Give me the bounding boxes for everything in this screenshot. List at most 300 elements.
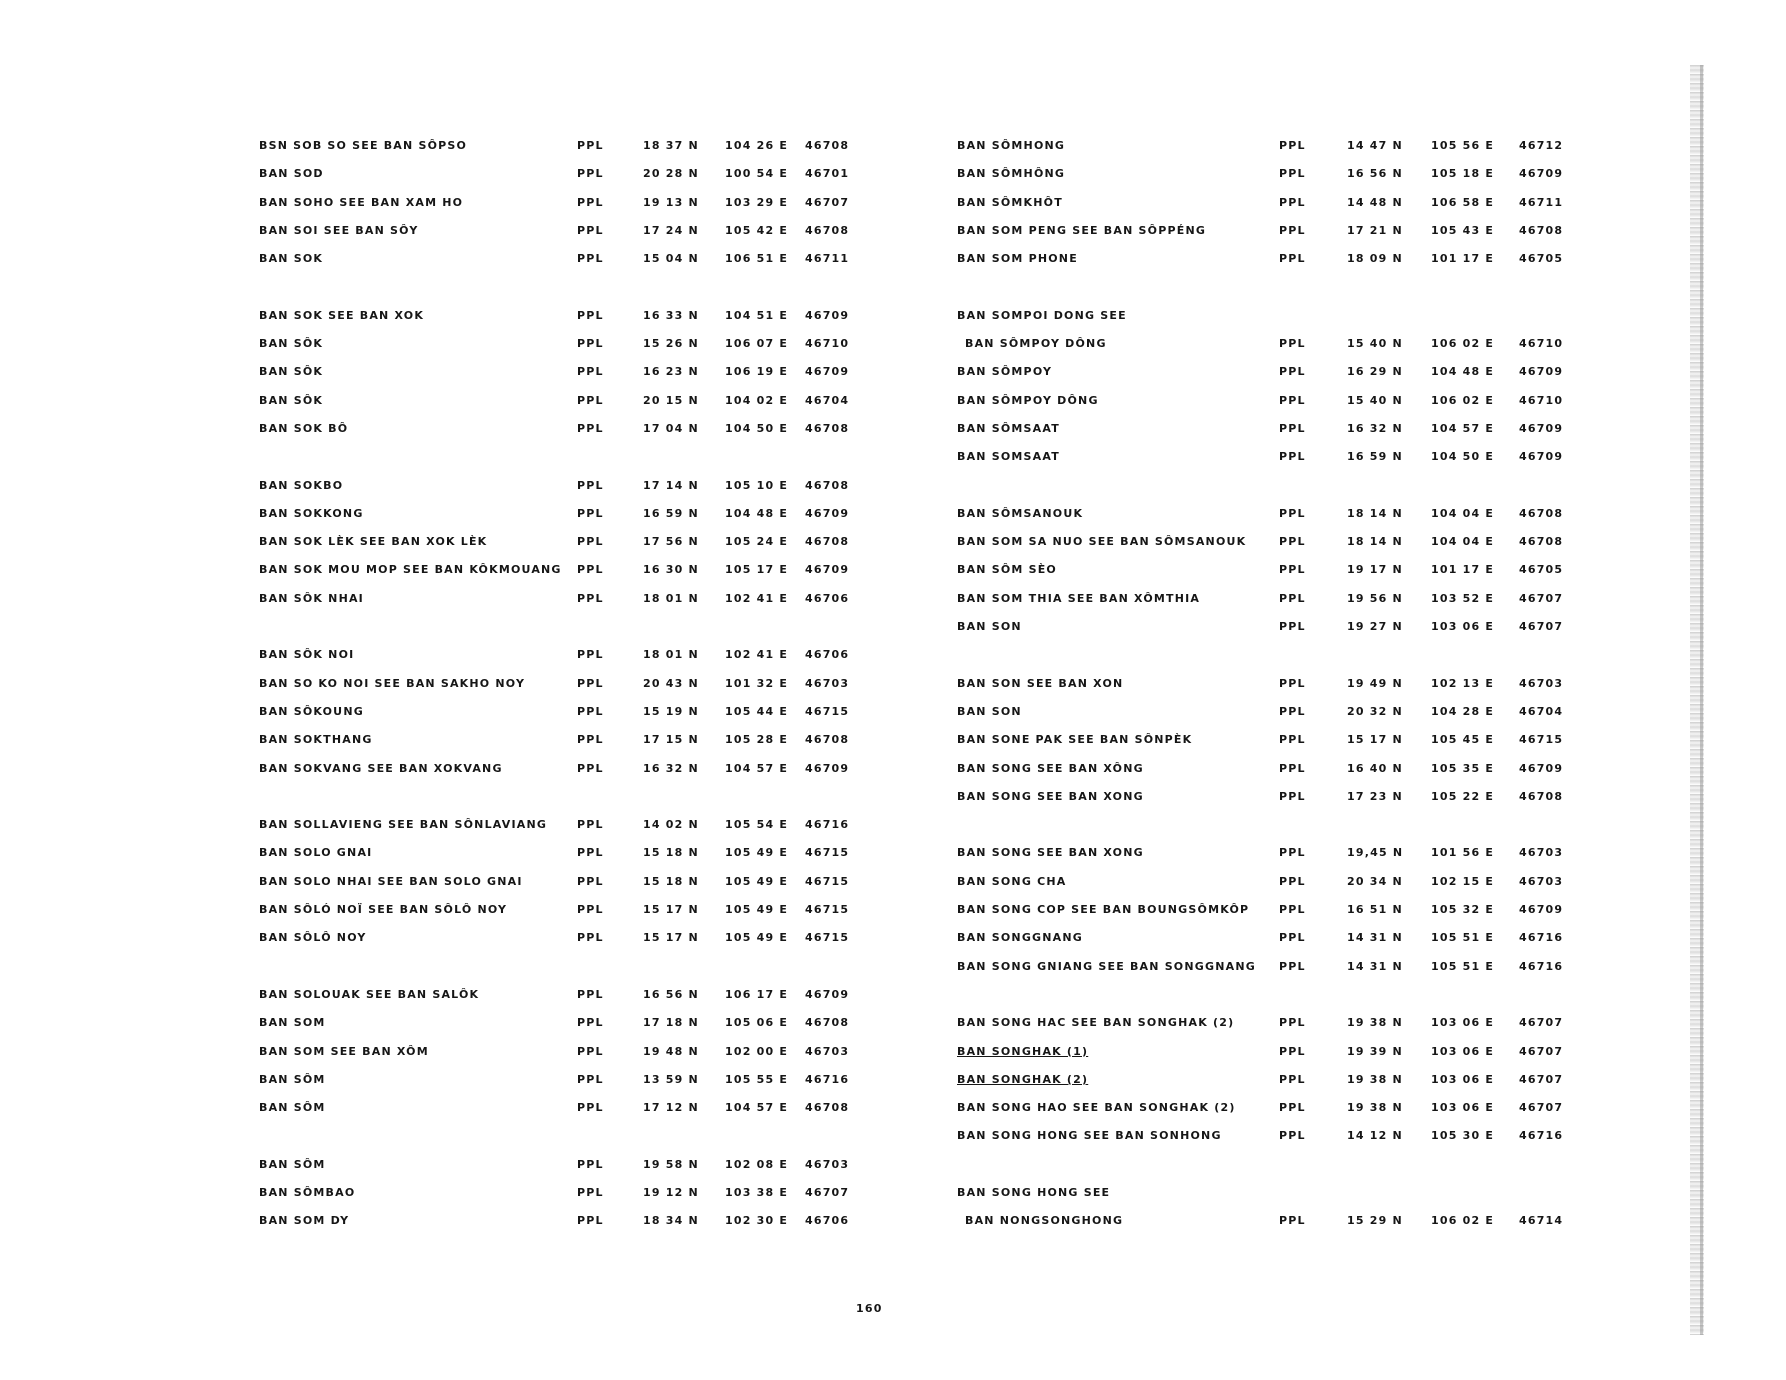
feature-type: PPL	[1279, 195, 1306, 209]
sheet-number: 46714	[1519, 1214, 1564, 1228]
longitude: 103 06 E	[1431, 1044, 1495, 1058]
latitude: 15 18 N	[643, 846, 699, 860]
latitude: 19 13 N	[643, 195, 699, 209]
latitude: 18 09 N	[1347, 252, 1403, 266]
sheet-number: 46708	[1519, 789, 1564, 803]
feature-type: PPL	[577, 761, 604, 775]
feature-type: PPL	[1279, 393, 1306, 407]
place-name: BAN SÔLÔ NOY	[259, 931, 367, 945]
longitude: 103 52 E	[1431, 591, 1495, 605]
longitude: 104 51 E	[725, 308, 789, 322]
place-name: BAN SOM PHONE	[957, 252, 1078, 266]
longitude: 106 58 E	[1431, 195, 1495, 209]
feature-type: PPL	[1279, 874, 1306, 888]
latitude: 16 29 N	[1347, 365, 1403, 379]
latitude: 14 48 N	[1347, 195, 1403, 209]
place-name: BAN NONGSONGHONG	[965, 1214, 1124, 1228]
longitude: 105 54 E	[725, 818, 789, 832]
place-name: BAN SÔK	[259, 365, 324, 379]
feature-type: PPL	[1279, 252, 1306, 266]
latitude: 15 19 N	[643, 704, 699, 718]
longitude: 104 50 E	[725, 421, 789, 435]
latitude: 14 31 N	[1347, 931, 1403, 945]
longitude: 105 18 E	[1431, 167, 1495, 181]
place-name: BAN SÔK	[259, 337, 324, 351]
feature-type: PPL	[1279, 506, 1306, 520]
feature-type: PPL	[577, 704, 604, 718]
feature-type: PPL	[1279, 223, 1306, 237]
feature-type: PPL	[1279, 1016, 1306, 1030]
sheet-number: 46708	[805, 139, 850, 152]
sheet-number: 46707	[1519, 1072, 1564, 1086]
place-name: BAN SONG SEE BAN XONG	[957, 789, 1144, 803]
longitude: 101 56 E	[1431, 846, 1495, 860]
feature-type: PPL	[577, 1016, 604, 1030]
sheet-number: 46715	[805, 931, 850, 945]
sheet-number: 46703	[1519, 676, 1564, 690]
sheet-number: 46703	[805, 1044, 850, 1058]
feature-type: PPL	[577, 846, 604, 860]
longitude: 105 10 E	[725, 478, 789, 492]
place-name: BAN SÔK NOI	[259, 648, 355, 662]
latitude: 14 02 N	[643, 818, 699, 832]
sheet-number: 46716	[805, 1072, 850, 1086]
place-name: BAN SÔM	[259, 1101, 326, 1115]
place-name: BAN SOD	[259, 167, 324, 181]
feature-type: PPL	[1279, 733, 1306, 747]
longitude: 105 51 E	[1431, 931, 1495, 945]
sheet-number: 46707	[805, 1185, 850, 1199]
place-name: BAN SONG SEE BAN XÔNG	[957, 761, 1144, 775]
sheet-number: 46715	[1519, 733, 1564, 747]
latitude: 14 12 N	[1347, 1129, 1403, 1143]
sheet-number: 46707	[1519, 620, 1564, 634]
longitude: 105 30 E	[1431, 1129, 1495, 1143]
feature-type: PPL	[577, 139, 604, 152]
sheet-number: 46716	[1519, 931, 1564, 945]
sheet-number: 46706	[805, 648, 850, 662]
latitude: 15 17 N	[643, 931, 699, 945]
latitude: 17 56 N	[643, 535, 699, 549]
feature-type: PPL	[577, 1101, 604, 1115]
feature-type: PPL	[1279, 959, 1306, 973]
longitude: 106 19 E	[725, 365, 789, 379]
longitude: 105 49 E	[725, 846, 789, 860]
place-name: BAN SOM DY	[259, 1214, 350, 1228]
feature-type: PPL	[577, 676, 604, 690]
feature-type: PPL	[577, 818, 604, 832]
longitude: 104 48 E	[725, 506, 789, 520]
sheet-number: 46711	[1519, 195, 1564, 209]
sheet-number: 46715	[805, 846, 850, 860]
sheet-number: 46708	[1519, 535, 1564, 549]
latitude: 17 04 N	[643, 421, 699, 435]
latitude: 15 04 N	[643, 252, 699, 266]
place-name: BAN SONG HAO SEE BAN SONGHAK (2)	[957, 1101, 1236, 1115]
longitude: 105 35 E	[1431, 761, 1495, 775]
longitude: 105 49 E	[725, 931, 789, 945]
sheet-number: 46708	[1519, 223, 1564, 237]
sheet-number: 46708	[805, 223, 850, 237]
sheet-number: 46709	[805, 308, 850, 322]
sheet-number: 46703	[1519, 846, 1564, 860]
place-name: BAN SONG HAC SEE BAN SONGHAK (2)	[957, 1016, 1235, 1030]
sheet-number: 46701	[805, 167, 850, 181]
latitude: 17 12 N	[643, 1101, 699, 1115]
sheet-number: 46715	[805, 903, 850, 917]
place-name: BAN SOKTHANG	[259, 733, 373, 747]
sheet-number: 46716	[805, 818, 850, 832]
sheet-number: 46712	[1519, 139, 1564, 152]
longitude: 102 30 E	[725, 1214, 789, 1228]
sheet-number: 46709	[805, 506, 850, 520]
sheet-number: 46716	[1519, 1129, 1564, 1143]
sheet-number: 46709	[805, 365, 850, 379]
latitude: 16 23 N	[643, 365, 699, 379]
latitude: 17 18 N	[643, 1016, 699, 1030]
feature-type: PPL	[577, 903, 604, 917]
latitude: 17 24 N	[643, 223, 699, 237]
place-name: BAN SONG COP SEE BAN BOUNGSÔMKÔP	[957, 903, 1250, 917]
place-name: BAN SONE PAK SEE BAN SÔNPÈK	[957, 733, 1193, 747]
latitude: 18 14 N	[1347, 506, 1403, 520]
sheet-number: 46709	[1519, 761, 1564, 775]
place-name: BAN SONGHAK (1)	[957, 1044, 1089, 1058]
place-name: BAN SOK	[259, 252, 324, 266]
sheet-number: 46708	[805, 1016, 850, 1030]
place-name: BAN SÔMBAO	[259, 1185, 356, 1199]
place-name: BAN SONG HONG SEE	[957, 1185, 1111, 1199]
feature-type: PPL	[577, 252, 604, 266]
place-name: BAN SONG HONG SEE BAN SONHONG	[957, 1129, 1222, 1143]
latitude: 15 40 N	[1347, 393, 1403, 407]
sheet-number: 46707	[1519, 1044, 1564, 1058]
place-name: BAN SO KO NOI SEE BAN SAKHO NOY	[259, 676, 526, 690]
feature-type: PPL	[577, 1185, 604, 1199]
latitude: 19 27 N	[1347, 620, 1403, 634]
place-name: BAN SOK LÈK SEE BAN XOK LÈK	[259, 535, 488, 549]
sheet-number: 46706	[805, 1214, 850, 1228]
feature-type: PPL	[1279, 931, 1306, 945]
sheet-number: 46708	[805, 1101, 850, 1115]
place-name: BAN SÔKOUNG	[259, 704, 364, 718]
latitude: 18 01 N	[643, 591, 699, 605]
longitude: 105 06 E	[725, 1016, 789, 1030]
place-name: BAN SON SEE BAN XON	[957, 676, 1124, 690]
longitude: 106 07 E	[725, 337, 789, 351]
feature-type: PPL	[577, 1157, 604, 1171]
place-name: BAN SONG GNIANG SEE BAN SONGGNANG	[957, 959, 1256, 973]
place-name: BAN SÔMPOY DÔNG	[965, 337, 1107, 351]
longitude: 102 08 E	[725, 1157, 789, 1171]
feature-type: PPL	[1279, 1044, 1306, 1058]
place-name: BAN SÔMSAAT	[957, 421, 1060, 435]
feature-type: PPL	[577, 478, 604, 492]
feature-type: PPL	[577, 337, 604, 351]
latitude: 15 18 N	[643, 874, 699, 888]
longitude: 104 02 E	[725, 393, 789, 407]
place-name: BAN SOK SEE BAN XOK	[259, 308, 425, 322]
place-name: BSN SOB SO SEE BAN SÔPSO	[259, 139, 468, 152]
sheet-number: 46708	[805, 733, 850, 747]
longitude: 104 48 E	[1431, 365, 1495, 379]
feature-type: PPL	[577, 535, 604, 549]
place-name: BAN SOM PENG SEE BAN SÔPPÉNG	[957, 223, 1207, 237]
feature-type: PPL	[1279, 761, 1306, 775]
longitude: 102 41 E	[725, 591, 789, 605]
place-name: BAN SOKBO	[259, 478, 344, 492]
sheet-number: 46703	[1519, 874, 1564, 888]
latitude: 20 32 N	[1347, 704, 1403, 718]
longitude: 102 13 E	[1431, 676, 1495, 690]
feature-type: PPL	[1279, 903, 1306, 917]
sheet-number: 46707	[1519, 1016, 1564, 1030]
latitude: 17 15 N	[643, 733, 699, 747]
feature-type: PPL	[1279, 450, 1306, 464]
sheet-number: 46709	[805, 987, 850, 1001]
latitude: 13 59 N	[643, 1072, 699, 1086]
place-name: BAN SONG CHA	[957, 874, 1067, 888]
latitude: 16 59 N	[643, 506, 699, 520]
place-name: BAN SÔMPOY DÔNG	[957, 393, 1099, 407]
longitude: 103 06 E	[1431, 1072, 1495, 1086]
latitude: 19 48 N	[643, 1044, 699, 1058]
longitude: 104 57 E	[725, 761, 789, 775]
sheet-number: 46710	[1519, 393, 1564, 407]
feature-type: PPL	[577, 1214, 604, 1228]
place-name: BAN SONG SEE BAN XONG	[957, 846, 1144, 860]
place-name: BAN SOMPOI DONG SEE	[957, 308, 1127, 322]
place-name: BAN SÔMPOY	[957, 365, 1053, 379]
sheet-number: 46707	[1519, 1101, 1564, 1115]
sheet-number: 46709	[805, 761, 850, 775]
place-name: BAN SOK BÔ	[259, 421, 349, 435]
feature-type: PPL	[1279, 337, 1306, 351]
latitude: 19 49 N	[1347, 676, 1403, 690]
feature-type: PPL	[1279, 167, 1306, 181]
place-name: BAN SOM SA NUO SEE BAN SÔMSANOUK	[957, 535, 1247, 549]
feature-type: PPL	[1279, 704, 1306, 718]
sheet-number: 46706	[805, 591, 850, 605]
latitude: 20 28 N	[643, 167, 699, 181]
longitude: 101 32 E	[725, 676, 789, 690]
latitude: 16 32 N	[643, 761, 699, 775]
place-name: BAN SOMSAAT	[957, 450, 1060, 464]
feature-type: PPL	[577, 421, 604, 435]
feature-type: PPL	[1279, 139, 1306, 152]
latitude: 15 29 N	[1347, 1214, 1403, 1228]
latitude: 18 01 N	[643, 648, 699, 662]
latitude: 16 59 N	[1347, 450, 1403, 464]
latitude: 18 37 N	[643, 139, 699, 152]
feature-type: PPL	[577, 648, 604, 662]
sheet-number: 46707	[805, 195, 850, 209]
feature-type: PPL	[1279, 1129, 1306, 1143]
place-name: BAN SOLO NHAI SEE BAN SOLO GNAI	[259, 874, 523, 888]
place-name: BAN SOLO GNAI	[259, 846, 373, 860]
latitude: 15 17 N	[643, 903, 699, 917]
feature-type: PPL	[577, 874, 604, 888]
place-name: BAN SONGGNANG	[957, 931, 1084, 945]
place-name: BAN SOM	[259, 1016, 326, 1030]
longitude: 106 02 E	[1431, 337, 1495, 351]
scan-edge-line	[1700, 65, 1703, 1335]
latitude: 16 33 N	[643, 308, 699, 322]
longitude: 104 04 E	[1431, 506, 1495, 520]
place-name: BAN SÔM SÈO	[957, 563, 1057, 577]
longitude: 106 02 E	[1431, 1214, 1495, 1228]
longitude: 103 38 E	[725, 1185, 789, 1199]
longitude: 104 28 E	[1431, 704, 1495, 718]
feature-type: PPL	[1279, 591, 1306, 605]
longitude: 103 29 E	[725, 195, 789, 209]
latitude: 20 43 N	[643, 676, 699, 690]
sheet-number: 46715	[805, 874, 850, 888]
sheet-number: 46709	[1519, 421, 1564, 435]
sheet-number: 46705	[1519, 252, 1564, 266]
feature-type: PPL	[577, 1072, 604, 1086]
longitude: 105 43 E	[1431, 223, 1495, 237]
latitude: 19 38 N	[1347, 1101, 1403, 1115]
sheet-number: 46709	[805, 563, 850, 577]
longitude: 101 17 E	[1431, 563, 1495, 577]
longitude: 106 51 E	[725, 252, 789, 266]
sheet-number: 46710	[805, 337, 850, 351]
feature-type: PPL	[577, 308, 604, 322]
feature-type: PPL	[1279, 789, 1306, 803]
sheet-number: 46709	[1519, 167, 1564, 181]
feature-type: PPL	[1279, 620, 1306, 634]
longitude: 106 02 E	[1431, 393, 1495, 407]
longitude: 105 24 E	[725, 535, 789, 549]
place-name: BAN SONGHAK (2)	[957, 1072, 1089, 1086]
longitude: 106 17 E	[725, 987, 789, 1001]
longitude: 101 17 E	[1431, 252, 1495, 266]
feature-type: PPL	[1279, 421, 1306, 435]
longitude: 104 50 E	[1431, 450, 1495, 464]
longitude: 104 04 E	[1431, 535, 1495, 549]
latitude: 19 12 N	[643, 1185, 699, 1199]
longitude: 105 28 E	[725, 733, 789, 747]
place-name: BAN SÔMHÔNG	[957, 167, 1066, 181]
latitude: 19 58 N	[643, 1157, 699, 1171]
feature-type: PPL	[1279, 365, 1306, 379]
feature-type: PPL	[577, 931, 604, 945]
longitude: 105 45 E	[1431, 733, 1495, 747]
latitude: 16 51 N	[1347, 903, 1403, 917]
sheet-number: 46709	[1519, 365, 1564, 379]
feature-type: PPL	[1279, 1214, 1306, 1228]
place-name: BAN SOK MOU MOP SEE BAN KÔKMOUANG	[259, 563, 562, 577]
place-name: BAN SÔM	[259, 1157, 326, 1171]
longitude: 105 49 E	[725, 874, 789, 888]
place-name: BAN SON	[957, 620, 1022, 634]
sheet-number: 46708	[1519, 506, 1564, 520]
feature-type: PPL	[577, 591, 604, 605]
page-number: 160	[856, 1302, 883, 1315]
latitude: 19 38 N	[1347, 1072, 1403, 1086]
latitude: 19 17 N	[1347, 563, 1403, 577]
place-name: BAN SÔK NHAI	[259, 591, 364, 605]
longitude: 105 51 E	[1431, 959, 1495, 973]
latitude: 19,45 N	[1347, 846, 1404, 860]
sheet-number: 46715	[805, 704, 850, 718]
feature-type: PPL	[1279, 535, 1306, 549]
longitude: 103 06 E	[1431, 1101, 1495, 1115]
sheet-number: 46710	[1519, 337, 1564, 351]
longitude: 102 00 E	[725, 1044, 789, 1058]
latitude: 16 56 N	[1347, 167, 1403, 181]
sheet-number: 46703	[805, 1157, 850, 1171]
sheet-number: 46704	[805, 393, 850, 407]
longitude: 105 22 E	[1431, 789, 1495, 803]
sheet-number: 46716	[1519, 959, 1564, 973]
latitude: 17 14 N	[643, 478, 699, 492]
longitude: 105 17 E	[725, 563, 789, 577]
latitude: 19 56 N	[1347, 591, 1403, 605]
feature-type: PPL	[577, 195, 604, 209]
longitude: 105 49 E	[725, 903, 789, 917]
sheet-number: 46711	[805, 252, 850, 266]
sheet-number: 46707	[1519, 591, 1564, 605]
longitude: 102 15 E	[1431, 874, 1495, 888]
feature-type: PPL	[577, 393, 604, 407]
place-name: BAN SOI SEE BAN SÔY	[259, 223, 419, 237]
sheet-number: 46709	[1519, 450, 1564, 464]
feature-type: PPL	[577, 987, 604, 1001]
place-name: BAN SÔK	[259, 393, 324, 407]
feature-type: PPL	[1279, 563, 1306, 577]
longitude: 104 57 E	[1431, 421, 1495, 435]
feature-type: PPL	[577, 167, 604, 181]
feature-type: PPL	[1279, 846, 1306, 860]
sheet-number: 46703	[805, 676, 850, 690]
latitude: 16 32 N	[1347, 421, 1403, 435]
sheet-number: 46705	[1519, 563, 1564, 577]
sheet-number: 46709	[1519, 903, 1564, 917]
feature-type: PPL	[577, 733, 604, 747]
feature-type: PPL	[577, 506, 604, 520]
latitude: 16 30 N	[643, 563, 699, 577]
sheet-number: 46708	[805, 535, 850, 549]
latitude: 16 56 N	[643, 987, 699, 1001]
longitude: 104 26 E	[725, 139, 789, 152]
longitude: 103 06 E	[1431, 620, 1495, 634]
latitude: 20 15 N	[643, 393, 699, 407]
longitude: 100 54 E	[725, 167, 789, 181]
place-name: BAN SOLOUAK SEE BAN SALÔK	[259, 987, 480, 1001]
latitude: 15 17 N	[1347, 733, 1403, 747]
feature-type: PPL	[577, 223, 604, 237]
feature-type: PPL	[577, 1044, 604, 1058]
latitude: 18 14 N	[1347, 535, 1403, 549]
latitude: 17 21 N	[1347, 223, 1403, 237]
sheet-number: 46708	[805, 421, 850, 435]
place-name: BAN SÔM	[259, 1072, 326, 1086]
longitude: 102 41 E	[725, 648, 789, 662]
feature-type: PPL	[1279, 1101, 1306, 1115]
latitude: 14 47 N	[1347, 139, 1403, 152]
latitude: 16 40 N	[1347, 761, 1403, 775]
feature-type: PPL	[577, 365, 604, 379]
latitude: 14 31 N	[1347, 959, 1403, 973]
place-name: BAN SOM SEE BAN XÔM	[259, 1044, 429, 1058]
feature-type: PPL	[1279, 1072, 1306, 1086]
place-name: BAN SOKVANG SEE BAN XOKVANG	[259, 761, 503, 775]
feature-type: PPL	[1279, 676, 1306, 690]
sheet-number: 46708	[805, 478, 850, 492]
longitude: 103 06 E	[1431, 1016, 1495, 1030]
